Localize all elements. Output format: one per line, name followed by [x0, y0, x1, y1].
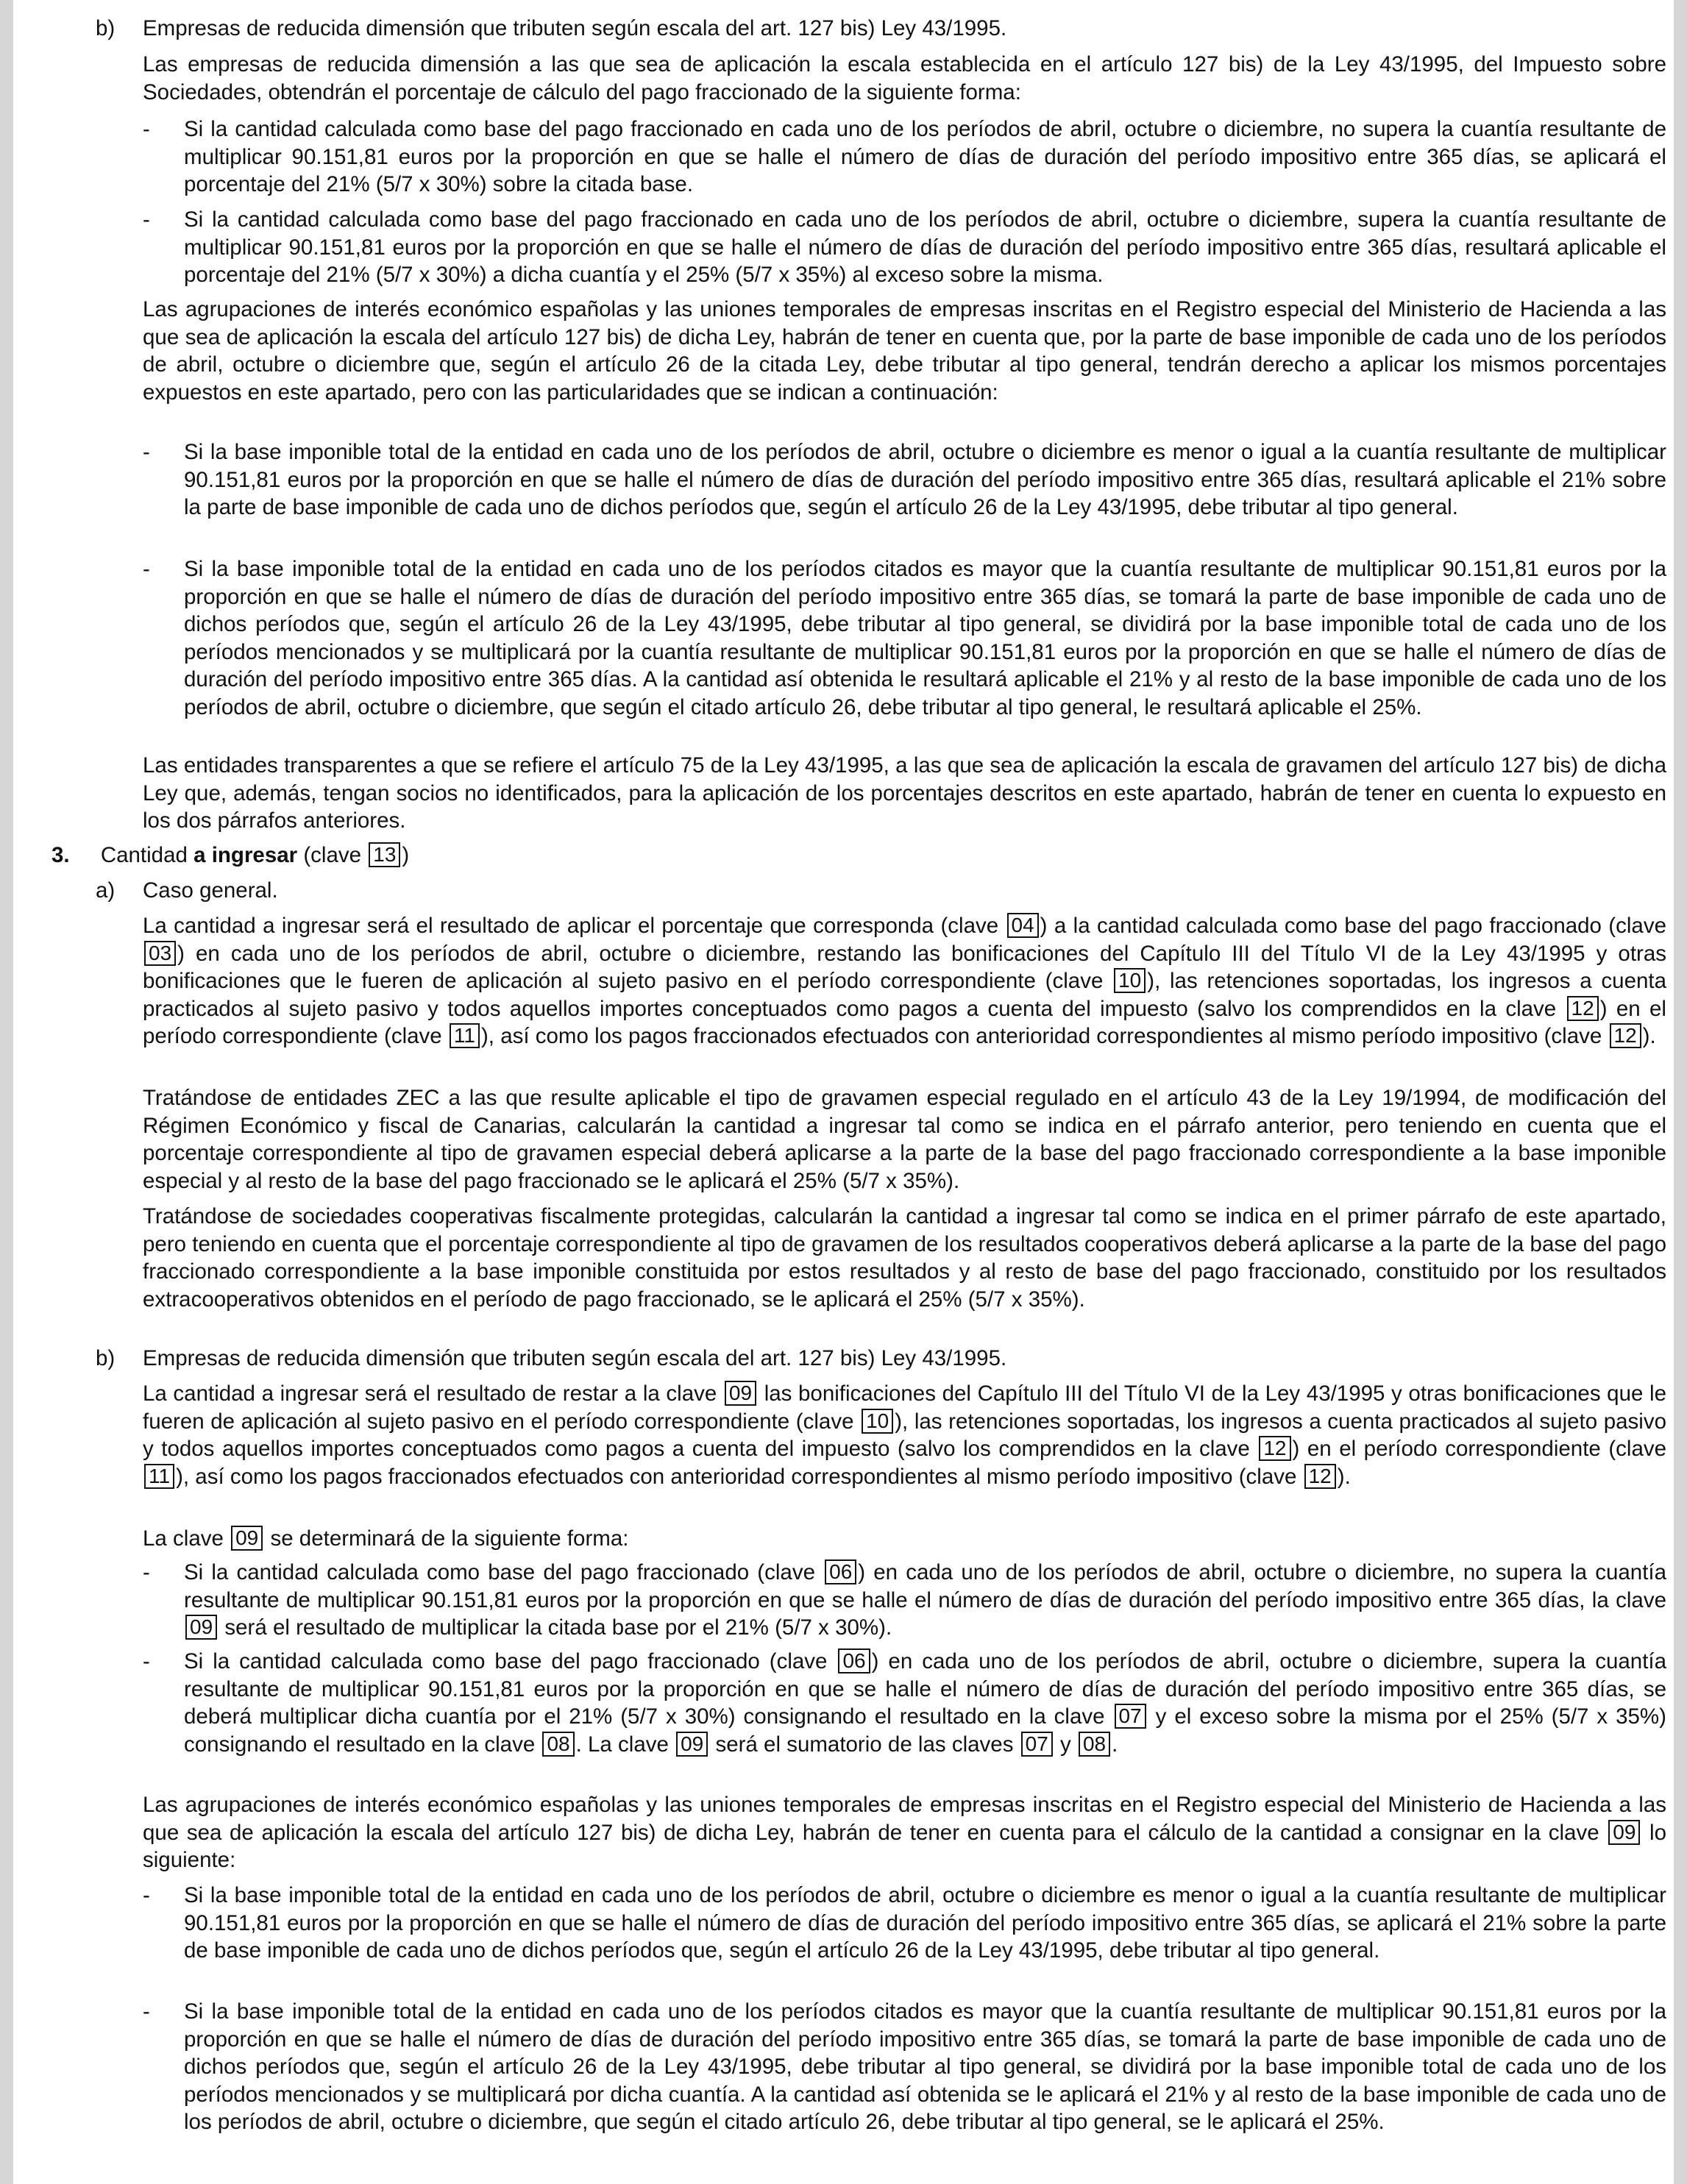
- list-item: Si la base imponible total de la entidad en cada uno de los períodos de abril, octubre o diciembre es menor o igual a la cuantía resultante de multiplicar 90.151,81 euros por la proporción en que se halle el número de días de duración del período impositivo entre 365 días, resultará aplicable el 21% sobre la parte de base imponible de cada uno de dichos períodos que, según el artículo 26 de la Ley 43/1995, debe tributar al tipo general.: [184, 440, 1666, 520]
- clave-box: 09: [185, 1615, 217, 1640]
- bullet-dash: -: [143, 1883, 150, 1907]
- heading-text: (clave: [303, 843, 362, 867]
- list-item: Si la base imponible total de la entidad en cada uno de los períodos de abril, octubre o diciembre es menor o igual a la cuantía resultante de multiplicar 90.151,81 euros por la proporción en que se halle el número de días de duración del período impositivo entre 365 días, se aplicará el 21% sobre la parte de base imponible de cada uno de dichos períodos que, según el artículo 26 de la Ley 43/1995, debe tributar al tipo general.: [184, 1883, 1666, 1963]
- section-3-heading: [52, 842, 409, 869]
- text-run: ) en cada uno de los períodos de abril, octubre o diciembre, restando las bonificaciones del Capítulo III del Título VI de la Ley 43/1995 y otras bonificaciones que le fueren de aplicación al sujeto pasivo en el período correspondiente (clave: [143, 941, 1666, 994]
- bullet-dash: -: [143, 207, 150, 232]
- paragraph: Tratándose de entidades ZEC a las que resulte aplicable el tipo de gravamen especial regulado en el artículo 43 de la Ley 19/1994, de modificación del Régimen Económico y fiscal de Canarias, calcularán la cantidad a ingresar tal como se indica en el párrafo anterior, pero teniendo en cuenta que el porcentaje correspondiente al tipo de gravamen especial deberá aplicarse a la parte de la base del pago fraccionado correspondiente a la base imponible especial y al resto de la base del pago fraccionado se le aplicará el 25% (5/7 x 35%).: [143, 1086, 1666, 1193]
- clave-box: 09: [231, 1526, 263, 1551]
- list-item: Si la cantidad calculada como base del pago fraccionado en cada uno de los períodos de abril, octubre o diciembre, no supera la cuantía resultante de multiplicar 90.151,81 euros por la proporción en que se halle el número de días de duración del período impositivo entre 365 días, se aplicará el porcentaje del 21% (5/7 x 30%) sobre la citada base.: [184, 117, 1666, 197]
- paragraph: Las entidades transparentes a que se refiere el artículo 75 de la Ley 43/1995, a las que sea de aplicación la escala de gravamen del artículo 127 bis) de dicha Ley que, además, tengan socios no identificados, para la aplicación de los porcentajes descritos en este apartado, habrán de tener en cuenta lo expuesto en los dos párrafos anteriores.: [143, 753, 1666, 833]
- clave-box: 12: [1259, 1436, 1290, 1461]
- section-heading: Empresas de reducida dimensión que tributen según escala del art. 127 bis) Ley 43/1995.: [143, 1346, 1007, 1370]
- paragraph: [143, 1525, 1666, 1553]
- text-run: ), las retenciones soportadas, los ingresos a cuenta practicados al sujeto pasivo y todos aquellos importes conceptuados como pagos a cuenta del impuesto (salvo los comprendidos en la clave: [143, 969, 1666, 1021]
- list-item: [184, 1559, 1666, 1642]
- section-heading: Caso general.: [143, 878, 278, 903]
- text-run: Las agrupaciones de interés económico españolas y las uniones temporales de empresas inscritas en el Registro especial del Ministerio de Hacienda a las que sea de aplicación la escala del artículo 127 bis) de dicha Ley, habrán de tener en cuenta para el cálculo de la cantidad a consignar en la clave: [143, 1793, 1666, 1845]
- clave-box: 09: [1608, 1820, 1640, 1845]
- bullet-dash: -: [143, 557, 150, 581]
- clave-box: 06: [838, 1648, 870, 1673]
- text-run: ) en el período correspondiente (clave: [143, 996, 1666, 1049]
- clave-box: 09: [725, 1381, 756, 1406]
- text-run: las bonificaciones del Capítulo III del Título VI de la Ley 43/1995 y otras bonificaciones que le fueren de aplicación al sujeto pasivo en el período correspondiente (clave: [143, 1381, 1666, 1434]
- text-run: será el resultado de multiplicar la citada base por el 21% (5/7 x 30%).: [224, 1615, 892, 1640]
- section-heading: Empresas de reducida dimensión que tributen según escala del art. 127 bis) Ley 43/1995.: [143, 16, 1007, 40]
- clave-box: 08: [1079, 1732, 1110, 1757]
- heading-bold-text: a ingresar: [193, 843, 298, 867]
- paragraph: Las empresas de reducida dimensión a las que sea de aplicación la escala establecida en el artículo 127 bis) de la Ley 43/1995, del Impuesto sobre Sociedades, obtendrán el porcentaje de cálculo del pago fraccionado de la siguiente forma:: [143, 52, 1666, 104]
- clave-box: 12: [1304, 1464, 1336, 1489]
- bullet-dash: -: [143, 1649, 150, 1673]
- section-number: 3.: [52, 843, 70, 867]
- clave-box: 10: [1114, 968, 1146, 993]
- heading-text: ): [402, 843, 410, 867]
- text-run: La cantidad a ingresar será el resultado de aplicar el porcentaje que corresponda (clave: [143, 914, 999, 938]
- bullet-dash: -: [143, 1560, 150, 1584]
- clave-box: 07: [1115, 1704, 1146, 1729]
- text-run: La clave: [143, 1526, 224, 1551]
- text-run: .: [1112, 1732, 1118, 1757]
- text-run: Si la cantidad calculada como base del pago fraccionado (clave: [184, 1560, 815, 1584]
- clave-box: 03: [144, 941, 176, 966]
- text-run: La cantidad a ingresar será el resultado de restar a la clave: [143, 1381, 717, 1406]
- text-run: será el sumatorio de las claves: [715, 1732, 1014, 1757]
- text-run: y: [1060, 1732, 1071, 1757]
- list-item: Si la cantidad calculada como base del pago fraccionado en cada uno de los períodos de abril, octubre o diciembre, supera la cuantía resultante de multiplicar 90.151,81 euros por la proporción en que se halle el número de días de duración del período impositivo entre 365 días, resultará aplicable el porcentaje del 21% (5/7 x 30%) a dicha cuantía y el 25% (5/7 x 35%) al exceso sobre la misma.: [184, 207, 1666, 288]
- paragraph: Tratándose de sociedades cooperativas fiscalmente protegidas, calcularán la cantidad a ingresar tal como se indica en el primer párrafo de este apartado, pero teniendo en cuenta que el porcentaje correspondiente al tipo de gravamen de los resultados cooperativos deberá aplicarse a la parte de la base del pago fraccionado correspondiente a la base imponible constituida por estos resultados y al resto de base del pago fraccionado, constituido por los resultados extracooperativos obtenidos en el período de pago fraccionado, se le aplicará el 25% (5/7 x 35%).: [143, 1204, 1666, 1312]
- clave-box: 07: [1021, 1732, 1053, 1757]
- bullet-dash: -: [143, 117, 150, 141]
- paragraph: [143, 1791, 1666, 1874]
- text-run: lo siguiente:: [143, 1820, 1666, 1873]
- bullet-dash: -: [143, 1999, 150, 2024]
- text-run: ) a la cantidad calculada como base del pago fraccionado (clave: [1040, 914, 1666, 938]
- clave-box: 10: [862, 1409, 893, 1434]
- list-item: Si la base imponible total de la entidad en cada uno de los períodos citados es mayor que la cuantía resultante de multiplicar 90.151,81 euros por la proporción en que se halle el número de días de duración del período impositivo entre 365 días, se tomará la parte de base imponible de cada uno de dichos períodos que, según el artículo 26 de la Ley 43/1995, debe tributar al tipo general, se dividirá por la base imponible total de cada uno de los períodos mencionados y se multiplicará por la cuantía resultante de multiplicar 90.151,81 euros por la proporción en que se halle el número de días de duración del período impositivo entre 365 días. A la cantidad así obtenida le resultará aplicable el 21% y al resto de la base imponible de cada uno de los períodos de abril, octubre o diciembre, que según el citado artículo 26, debe tributar al tipo general, le resultará aplicable el 25%.: [184, 557, 1666, 719]
- text-run: ) en el período correspondiente (clave: [1292, 1437, 1667, 1462]
- item-label: b): [96, 1346, 116, 1370]
- bullet-dash: -: [143, 440, 150, 464]
- clave-box: 13: [369, 842, 400, 867]
- paragraph: [143, 912, 1666, 1050]
- item-label: b): [96, 16, 116, 40]
- list-item: [184, 1648, 1666, 1758]
- text-run: ) en cada uno de los períodos de abril, octubre o diciembre, supera la cuantía resultante de multiplicar 90.151,81 euros por la proporción en que se halle el número de días de duración del período impositivo entre 365 días, se deberá multiplicar dicha cuantía por el 21% (5/7 x 30%) consignando el resultado en la clave: [184, 1649, 1666, 1729]
- document-page: [13, 0, 1674, 2184]
- text-run: ).: [1337, 1464, 1351, 1489]
- list-item: Si la base imponible total de la entidad en cada uno de los períodos citados es mayor que la cuantía resultante de multiplicar 90.151,81 euros por la proporción en que se halle el número de días de duración del período impositivo entre 365 días, se tomará la parte de base imponible de cada uno de dichos períodos que, según el artículo 26 de la Ley 43/1995, debe tributar al tipo general, se dividirá por la base imponible total de cada uno de los períodos mencionados y se multiplicará por dicha cuantía. A la cantidad así obtenida se le aplicará el 21% y al resto de la base imponible de cada uno de los períodos de abril, octubre o diciembre, que según el citado artículo 26, debe tributar al tipo general, se le aplicará el 25%.: [184, 1999, 1666, 2135]
- text-run: se determinará de la siguiente forma:: [270, 1526, 629, 1551]
- text-run: ), las retenciones soportadas, los ingresos a cuenta practicados al sujeto pasivo y todos aquellos importes conceptuados como pagos a cuenta del impuesto (salvo los comprendidos en la clave: [143, 1409, 1667, 1462]
- text-run: ).: [1642, 1024, 1656, 1049]
- paragraph: [143, 1380, 1666, 1490]
- text-run: . La clave: [575, 1732, 669, 1757]
- heading-text: Cantidad: [100, 843, 188, 867]
- text-run: ), así como los pagos fraccionados efectuados con anterioridad correspondientes al mismo período impositivo (clave: [176, 1464, 1297, 1489]
- clave-box: 12: [1610, 1023, 1641, 1048]
- text-run: Si la cantidad calculada como base del pago fraccionado (clave: [184, 1649, 828, 1673]
- text-run: y el exceso sobre la misma por el 25% (5/7 x 35%) consignando el resultado en la clave: [184, 1704, 1666, 1757]
- clave-box: 12: [1567, 996, 1599, 1021]
- item-label: a): [96, 878, 116, 903]
- clave-box: 11: [450, 1023, 480, 1048]
- clave-box: 08: [542, 1732, 574, 1757]
- text-run: ), así como los pagos fraccionados efectuados con anterioridad correspondientes al mismo período impositivo (clave: [480, 1024, 1602, 1049]
- clave-box: 11: [144, 1464, 174, 1489]
- clave-box: 04: [1007, 913, 1039, 938]
- clave-box: 06: [825, 1559, 856, 1584]
- text-run: ) en cada uno de los períodos de abril, octubre o diciembre, no supera la cuantía resultante de multiplicar 90.151,81 euros por la proporción en que se halle el número de días de duración del período impositivo entre 365 días, la clave: [184, 1560, 1667, 1612]
- clave-box: 09: [676, 1732, 708, 1757]
- paragraph: Las agrupaciones de interés económico españolas y las uniones temporales de empresas inscritas en el Registro especial del Ministerio de Hacienda a las que sea de aplicación la escala del artículo 127 bis) de dicha Ley, habrán de tener en cuenta que, por la parte de base imponible de cada uno de los períodos de abril, octubre o diciembre que, según el artículo 26 de la citada Ley, debe tributar al tipo general, tendrán derecho a aplicar los mismos porcentajes expuestos en este apartado, pero con las particularidades que se indican a continuación:: [143, 297, 1666, 405]
